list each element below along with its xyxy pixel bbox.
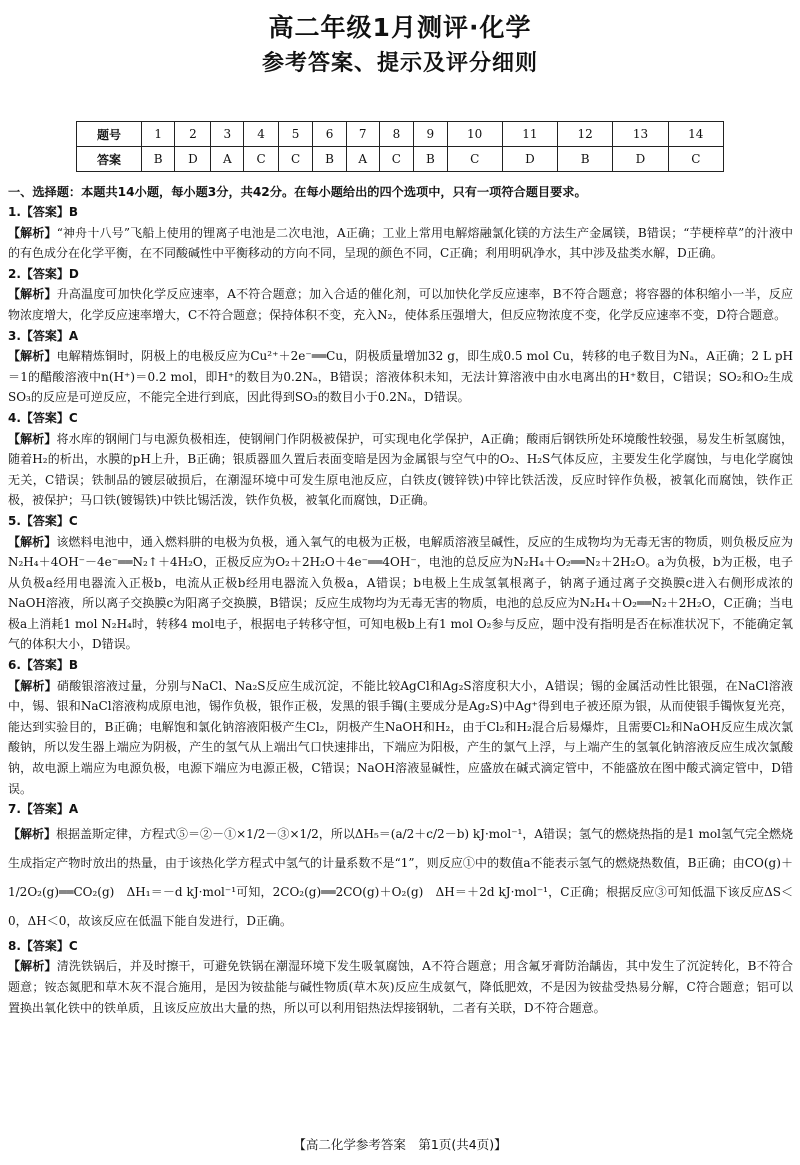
question-6-answer <box>8 655 793 676</box>
answer-cell: B <box>142 147 175 172</box>
explanation-text: 电解精炼铜时，阴极上的电极反应为Cu²⁺＋2e⁻══Cu，阴极质量增加32 g，即生成0.5 mol Cu，转移的电子数目为Nₐ，A正确；2 L pH＝1的醋酸溶液中n(H⁺)＝0.2 mol，即H⁺的数目为0.2Nₐ，B错误；溶液体积未知，无法计算溶液中由水电离出的H⁺数目，C错误；SO₂和O₂生成SO₃的反应是可逆反应，不能完全进行到底，因此得到SO₃的数目小于0.2Nₐ，D错误。 <box>8 349 793 405</box>
answer-row <box>77 147 724 172</box>
answer-label: 8.【答案】C <box>8 938 78 953</box>
answer-cell: A <box>346 147 379 172</box>
explanation-text: 清洗铁锅后，并及时擦干，可避免铁锅在潮湿环境下发生吸氧腐蚀，A不符合题意；用含氟牙膏防治龋齿，其中发生了沉淀转化，B不符合题意；铵态氮肥和草木灰不混合施用，是因为铵盐能与碱性物质(草木灰)反应生成氨气，降低肥效，不是因为铵盐受热易分解，C符合题意；铝可以置换出氧化铁中的铁单质，且该反应放出大量的热，所以可以利用铝热法焊接钢轨，二者有关联，D不符合题意。 <box>8 959 793 1015</box>
answer-cell: A <box>211 147 244 172</box>
answer-label: 6.【答案】B <box>8 658 79 673</box>
question-number: 14 <box>668 122 723 147</box>
question-7-explanation <box>8 820 793 936</box>
solutions-body <box>8 202 793 1018</box>
analysis-tag: 【解析】 <box>8 349 57 364</box>
answer-cell: D <box>613 147 668 172</box>
question-number: 6 <box>313 122 346 147</box>
analysis-tag: 【解析】 <box>8 959 57 974</box>
answer-cell: C <box>447 147 502 172</box>
question-number: 1 <box>142 122 175 147</box>
answer-label: 5.【答案】C <box>8 513 78 528</box>
explanation-text: 该燃料电池中，通入燃料肼的电极为负极，通入氧气的电极为正极，电解质溶液呈碱性，反应的生成物均为无毒无害的物质，则负极反应为N₂H₄＋4OH⁻－4e⁻══N₂↑＋4H₂O，正极反应为O₂＋2H₂O＋4e⁻══4OH⁻，电池的总反应为N₂H₄＋O₂══N₂＋2H₂O。a为负极，b为正极，电子从负极a经用电器流入正极b，电流从正极b经用电器流入负极a，A错误；b电极上生成氢氧根离子，钠离子通过离子交换膜c进入右侧形成浓的NaOH溶液，所以离子交换膜c为阳离子交换膜，B错误；反应生成物均为无毒无害的物质，电池的总反应为N₂H₄＋O₂══N₂＋2H₂O，C正确；当电极a上消耗1 mol N₂H₄时，转移4 mol电子，根据电子转移守恒，可知电极b上有1 mol O₂参与反应，题中没有指明是否在标准状况下，不能确定氧气的体积大小，D错误。 <box>8 534 793 652</box>
question-3-answer <box>8 326 793 347</box>
question-7-answer <box>8 799 793 820</box>
explanation-text: 硝酸银溶液过量，分别与NaCl、Na₂S反应生成沉淀，不能比较AgCl和Ag₂S溶度积大小，A错误；锡的金属活动性比银强，在NaCl溶液中，锡、银和NaCl溶液构成原电池，锡作负极，银作正极，发黑的银手镯(主要成分是Ag₂S)中Ag⁺得到电子被还原为银，从而使银手镯恢复光亮，能达到实验目的，B正确；电解饱和氯化钠溶液阳极产生Cl₂，阴极产生NaOH和H₂，由于Cl₂和H₂混合后易爆炸，且需要Cl₂和NaOH反应生成次氯酸钠，所以发生器上端应为阴极，产生的氢气从上端出气口快速排出，下端应为阳极，产生的氯气上浮，与上端产生的氢氧化钠溶液反应生成次氯酸钠，故电源上端应为电源负极，电源下端应为电源正极，C错误；NaOH溶液显碱性，应盛放在碱式滴定管中，不能盛放在图中酸式滴定管中，D错误。 <box>8 678 793 796</box>
answer-header: 答案 <box>77 147 142 172</box>
answer-cell: C <box>379 147 414 172</box>
question-number: 11 <box>502 122 557 147</box>
question-2-answer <box>8 264 793 285</box>
question-5-explanation <box>8 532 793 656</box>
question-3-explanation <box>8 346 793 408</box>
answer-cell: C <box>278 147 313 172</box>
question-4-answer <box>8 408 793 429</box>
analysis-tag: 【解析】 <box>8 678 57 693</box>
question-number: 7 <box>346 122 379 147</box>
question-number: 8 <box>379 122 414 147</box>
answer-label: 3.【答案】A <box>8 328 79 343</box>
question-5-answer <box>8 511 793 532</box>
question-number: 12 <box>558 122 613 147</box>
question-number: 9 <box>414 122 447 147</box>
question-number: 5 <box>278 122 313 147</box>
question-2-explanation <box>8 284 793 325</box>
answer-label: 1.【答案】B <box>8 205 79 219</box>
answer-cell: D <box>175 147 211 172</box>
answer-label: 4.【答案】C <box>8 410 78 425</box>
question-8-explanation <box>8 956 793 1018</box>
answer-label: 7.【答案】A <box>8 802 79 817</box>
question-number: 4 <box>244 122 279 147</box>
explanation-text: “神舟十八号”飞船上使用的锂离子电池是二次电池，A正确；工业上常用电解熔融氯化镁的方法生产金属镁，B错误；“芋梗梓草”的汁液中的有色成分在化学平衡，在不同酸碱性中平衡移动的方向不同，呈现的颜色不同，C正确；利用明矾净水，其中涉及盐类水解，D正确。 <box>8 225 793 261</box>
answer-cell: B <box>558 147 613 172</box>
question-number-header: 题号 <box>77 122 142 147</box>
answer-table <box>76 121 724 172</box>
question-number: 3 <box>211 122 244 147</box>
answer-cell: B <box>313 147 346 172</box>
analysis-tag: 【解析】 <box>8 534 57 549</box>
explanation-text: 将水库的钢闸门与电源负极相连，使钢闸门作阴极被保护，可实现电化学保护，A正确；酸雨后钢铁所处环境酸性较强，易发生析氢腐蚀，随着H₂的析出，水膜的pH上升，B正确；银质器皿久置后表面变暗是因为金属银与空气中的O₂、H₂S气体反应，主要发生化学腐蚀，与电化学腐蚀无关，C错误；铁制品的镀层破损后，在潮湿环境中可发生原电池反应，白铁皮(镀锌铁)中锌比铁活泼，反应时锌作负极，被氧化而腐蚀，铁作正极，被保护；马口铁(镀锡铁)中铁比锡活泼，铁作负极，被氧化而腐蚀，D正确。 <box>8 431 793 508</box>
explanation-text: 升高温度可加快化学反应速率，A不符合题意；加入合适的催化剂，可以加快化学反应速率，B不符合题意；将容器的体积缩小一半，反应物浓度增大，化学反应速率增大，C不符合题意；保持体积不变，充入N₂，使体系压强增大，但反应物浓度不变，化学反应速率不变，D符合题意。 <box>8 287 793 322</box>
question-number-row <box>77 122 724 147</box>
section-heading: 一、选择题：本题共14小题，每小题3分，共42分。在每小题给出的四个选项中，只有一项符合题目要求。 <box>8 185 587 199</box>
question-number: 2 <box>175 122 211 147</box>
analysis-tag: 【解析】 <box>8 287 57 302</box>
answer-cell: B <box>414 147 447 172</box>
answer-cell: C <box>668 147 723 172</box>
question-8-answer <box>8 936 793 957</box>
analysis-tag: 【解析】 <box>8 225 57 240</box>
answer-cell: C <box>244 147 279 172</box>
page-subtitle: 参考答案、提示及评分细则 <box>261 51 538 76</box>
page-title: 高二年级1月测评·化学 <box>268 13 532 42</box>
page-footer: 【高二化学参考答案 第1页(共4页)】 <box>293 1137 507 1152</box>
question-number: 10 <box>447 122 502 147</box>
question-1-explanation <box>8 223 793 264</box>
answer-cell: D <box>502 147 557 172</box>
analysis-tag: 【解析】 <box>8 826 57 841</box>
analysis-tag: 【解析】 <box>8 431 57 446</box>
question-1-answer <box>8 202 793 223</box>
question-6-explanation <box>8 676 793 800</box>
question-number: 13 <box>613 122 668 147</box>
answer-label: 2.【答案】D <box>8 266 79 281</box>
explanation-text: 根据盖斯定律，方程式⑤＝②－①×1/2－③×1/2，所以ΔH₅＝(a/2＋c/2－b) kJ·mol⁻¹，A错误；氢气的燃烧热指的是1 mol氢气完全燃烧生成指定产物时放出的热量，由于该热化学方程式中氢气的计量系数不是“1”，则反应①中的数值a不能表示氢气的燃烧热数值，B正确；由CO(g)＋1/2O₂(g)══CO₂(g) ΔH₁＝－d kJ·mol⁻¹可知，2CO₂(g)══2CO(g)＋O₂(g) ΔH＝＋2d kJ·mol⁻¹，C正确；根据反应③可知低温下该反应ΔS＜0，ΔH＜0，故该反应在低温下能自发进行，D正确。 <box>8 826 793 928</box>
question-4-explanation <box>8 429 793 511</box>
